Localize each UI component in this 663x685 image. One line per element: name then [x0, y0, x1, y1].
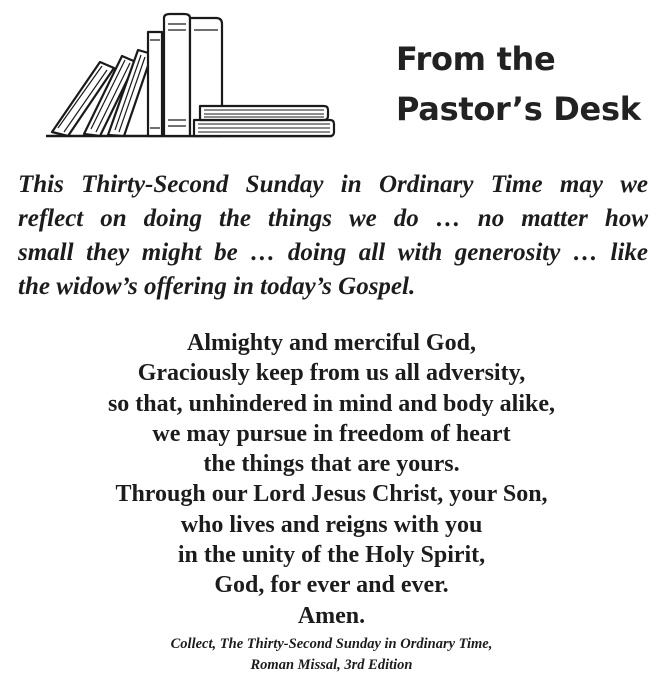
intro-line: the widow’s offering in today’s Gospel.	[18, 273, 416, 300]
prayer-line: who lives and reigns with you	[180, 511, 483, 538]
intro-paragraph	[18, 168, 648, 304]
citation	[0, 634, 663, 676]
prayer-line: Through our Lord Jesus Christ, your Son,	[115, 481, 548, 508]
prayer-line: we may pursue in freedom of heart	[152, 420, 511, 447]
prayer-line: Graciously keep from us all adversity,	[137, 360, 526, 387]
intro-line: small they might be … doing all with generosity … like	[18, 239, 648, 266]
intro-line: reflect on doing the things we do … no matter how	[18, 205, 648, 232]
prayer-amen: Amen.	[297, 602, 366, 629]
title-line-2: Pastor’s Desk	[396, 90, 641, 128]
citation-line-2: Roman Missal, 3rd Edition	[250, 657, 413, 673]
title-line-1: From the	[396, 40, 556, 78]
intro-line: This Thirty-Second Sunday in Ordinary Time may we	[18, 171, 648, 198]
citation-line-1: Collect, The Thirty-Second Sunday in Ordinary Time,	[170, 636, 493, 652]
prayer-line: Almighty and merciful God,	[187, 330, 476, 356]
page-title	[396, 34, 641, 134]
prayer-line: so that, unhindered in mind and body alike,	[107, 390, 556, 417]
prayer-line: the things that are yours.	[203, 451, 460, 478]
collect-prayer	[0, 328, 663, 631]
prayer-line: in the unity of the Holy Spirit,	[177, 542, 486, 569]
prayer-line: God, for ever and ever.	[214, 572, 449, 599]
books-icon	[44, 10, 336, 142]
